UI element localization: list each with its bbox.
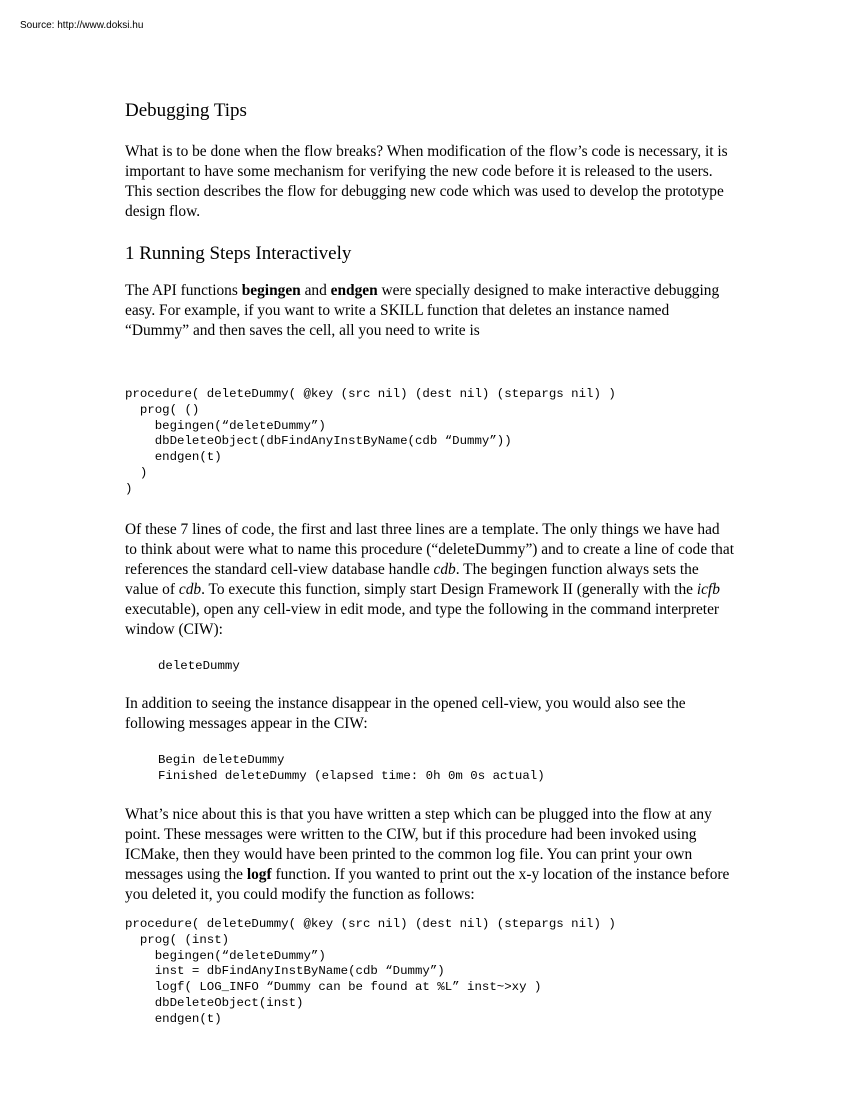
keyword-begingen: begingen (241, 282, 301, 299)
term-icfb: icfb (696, 580, 720, 598)
keyword-endgen: endgen (330, 282, 378, 299)
text-run: . To execute this function, simply start Design Framework II (generally with the (201, 580, 697, 598)
term-cdb: cdb (178, 580, 202, 598)
text-run: function. If you wanted to print out the x-y location of the instance before you deleted it, you could modify the function as follows: (125, 865, 730, 903)
paragraph-messages: In addition to seeing the instance disappear in the opened cell-view, you would also see the following messages appear in the CIW: (125, 695, 686, 733)
keyword-logf: logf (246, 865, 272, 883)
text-run: The API functions (125, 282, 242, 299)
text-run: What’s nice about this is that you have written a step which can be plugged into the flow at any point. These messages were written to the CIW, but if this procedure had been invoked using ICMake, then they would have been printed to the common log file. You can print your own messages using the (125, 805, 712, 883)
paragraph-template (125, 520, 735, 640)
text-run: executable), open any cell-view in edit mode, and type the following in the command interpreter window (CIW): (125, 600, 720, 638)
text-run: Of these 7 lines of code, the first and last three lines are a template. The only things we have had to think about were what to name this procedure (“deleteDummy”) and to create a line of code that references the standard cell-view database handle (125, 520, 734, 578)
code-ciw-messages: Begin deleteDummy Finished deleteDummy (elapsed time: 0h 0m 0s actual) (158, 753, 545, 784)
text-run: . The begingen function always sets the value of (125, 560, 699, 598)
document-page (125, 98, 735, 1028)
text-run: were specially designed to make interactive debugging easy. For example, if you want to write a SKILL function that deletes an instance named “Dummy” and then saves the cell, all you need to write is (125, 282, 720, 339)
source-url: Source: http://www.doksi.hu (20, 20, 144, 31)
intro-paragraph: What is to be done when the flow breaks? When modification of the flow’s code is necessary, it is important to have some mechanism for verifying the new code before it is released to the users. This section describes the flow for debugging new code which was used to develop the prototype design flow. (125, 143, 728, 220)
paragraph-logf (125, 805, 735, 905)
page-title: Debugging Tips (125, 100, 247, 121)
code-command: deleteDummy (158, 658, 240, 673)
code-block-procedure-modified: procedure( deleteDummy( @key (src nil) (dest nil) (stepargs nil) ) prog( (inst) begingen(“deleteDummy”) inst = dbFindAnyInstByName(cdb “Dummy”) logf( LOG_INFO “Dummy can be found at %L” inst~>xy ) dbDeleteObject(inst) endgen(t) (125, 916, 616, 1026)
section-heading: 1 Running Steps Interactively (125, 243, 352, 264)
code-block-procedure: procedure( deleteDummy( @key (src nil) (dest nil) (stepargs nil) ) prog( () begingen(“deleteDummy”) dbDeleteObject(dbFindAnyInstByName(cdb “Dummy”)) endgen(t) ) ) (125, 387, 616, 496)
term-cdb: cdb (433, 560, 456, 578)
text-run: and (300, 282, 331, 299)
paragraph-begingen (125, 281, 735, 341)
